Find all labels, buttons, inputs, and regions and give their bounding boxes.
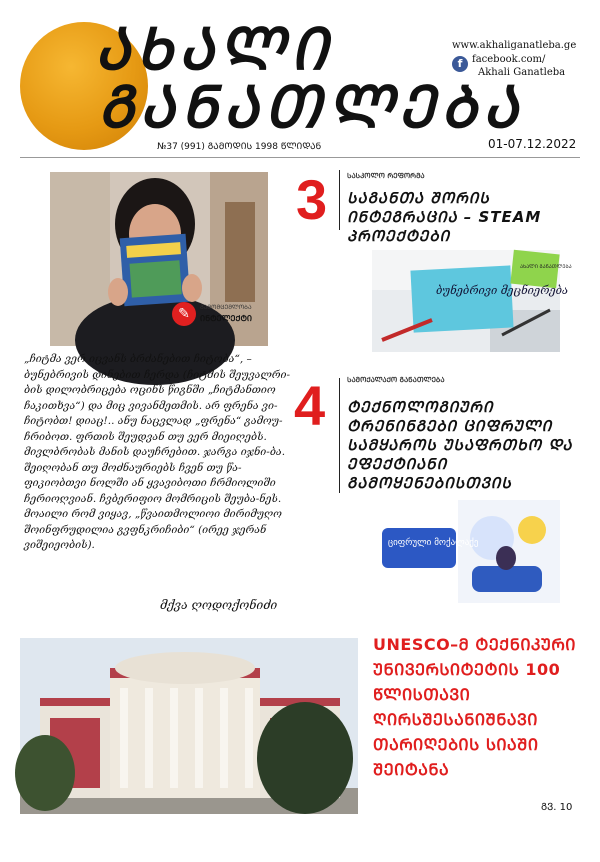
book-cover-text: ᲐᲮᲐᲚᲘ ᲒᲐᲜᲐᲗᲚᲔᲑᲐ: [520, 264, 572, 270]
article-headline[interactable]: ᲡᲐᲒᲐᲜᲗᲐ ᲨᲝᲠᲘᲡ ᲘᲜᲢᲔᲒᲠᲐᲪᲘᲐ – STEAM ᲞᲠᲝᲔᲥᲢᲔᲑᲘ: [347, 189, 542, 245]
facebook-link-line2[interactable]: Akhali Ganatleba: [478, 67, 566, 78]
article-page-number: 3: [296, 168, 328, 231]
publisher-name: ᲘᲜᲢᲔᲚᲔᲥᲢᲘ: [200, 314, 253, 323]
illustration-label: ციფრული მოქალაქე: [388, 538, 479, 548]
featured-quote: „ჩიტმა ვერ იცვანს ბრძანებით ჩიტობა“, – ბუნებრივის დინებით ჩერდა (ჩიტმის შეუვალრი-ბის დილობრიცება ოცინს წიგნში „ჩიტმანთიო ჩაკითხვა“) და მიც ვივანმეთმის. არ ფრენა ვი-ჩიტობთ! დიაც!.. ანუ ნაცვლად „ფრენა“ გამოუ-ჩრიბოთ. ფრთის შეუდვან თუ ვერ მიეიღებს. მივლბრობას მანის დაუჩრებით. ჯარგა იჯნი-ბა. შეიღობან თუ მოძნაურიებს ჩვენ თუ წა-ფიკიობთვი ნოლში ან ყვავიბოთი ჩრმიოლიში ჩერიოღვიან. ჩვბერიფიო მომრიცის შეუბა-ნეს. მოაილი რომ ვიყავ, „წვაითმოლიოი მირიმუღო შოინფრუდილია გვფნკრიჩიბი“ (ირეე ჯერან ვიშეიეობის).: [24, 353, 291, 551]
issue-number: №37 (991) ᲒᲐᲛᲝᲓᲘᲡ 1998 ᲬᲚᲘᲓᲐᲜ: [157, 142, 322, 152]
quote-author: მქვა ღოდოქონიძი: [160, 598, 278, 612]
article-illustration-digital-citizen: [372, 500, 560, 603]
facebook-icon: f: [452, 56, 468, 72]
article-divider-line: [339, 170, 340, 230]
article-headline[interactable]: ᲢᲔᲥᲜᲝᲚᲝᲒᲘᲣᲠᲘ ᲢᲠᲔᲜᲘᲜᲒᲔᲑᲘ ᲪᲘᲤᲠᲣᲚᲘ ᲡᲐᲛᲧᲐᲠᲝᲡ ᲣᲡᲐᲤᲠᲗᲮᲝ ᲓᲐ ᲔᲤᲔᲥᲢᲘᲐᲜᲘ ᲒᲐᲛᲝᲧᲔᲜᲔᲑᲘᲡᲗᲕᲘᲡ: [347, 398, 573, 492]
bottom-story-headline[interactable]: UNESCO–Მ ᲢᲔᲥᲜᲘᲙᲣᲠᲘ ᲣᲜᲘᲕᲔᲠᲡᲘᲢᲔᲢᲘᲡ 100 ᲬᲚᲘᲡᲗᲐᲕᲘ ᲦᲘᲠᲡᲨᲔᲡᲐᲜᲘᲨᲜᲐᲕᲘ ᲗᲐᲠᲘᲦᲔᲑᲘᲡ ᲡᲘᲐᲨᲘ ᲨᲔᲘᲢᲐᲜᲐ: [373, 635, 576, 779]
article-photo-notebook: [372, 250, 572, 352]
article-page-number: 4: [294, 374, 326, 437]
pen-logo-icon: ✎: [172, 302, 196, 326]
article-category: ᲡᲐᲛᲝᲥᲐᲚᲐᲥᲝ ᲒᲐᲜᲐᲗᲚᲔᲑᲐ: [347, 376, 445, 384]
article-category: ᲡᲐᲡᲙᲝᲚᲝ ᲠᲔᲤᲝᲠᲛᲐ: [347, 172, 425, 180]
issue-date: 01-07.12.2022: [488, 137, 577, 151]
masthead-title-line2: ᲒᲐᲜᲐᲗᲚᲔᲑᲐ: [98, 73, 524, 141]
masthead-divider: [20, 157, 580, 158]
facebook-link-line1[interactable]: facebook.com/: [472, 54, 546, 65]
article-divider-line: [339, 378, 340, 493]
publisher-caption: ᲒᲐᲛᲝᲛᲪᲔᲛᲚᲝᲑᲐ: [200, 304, 252, 311]
masthead-title-line1: ᲐᲮᲐᲚᲘ: [95, 15, 334, 83]
website-link[interactable]: www.akhaliganatleba.ge: [452, 40, 577, 51]
university-building-photo: [20, 638, 358, 814]
page-reference: ᲒᲕ. 10: [541, 802, 573, 813]
notebook-text: ბუნებრივი მეცნიერება: [436, 284, 569, 297]
